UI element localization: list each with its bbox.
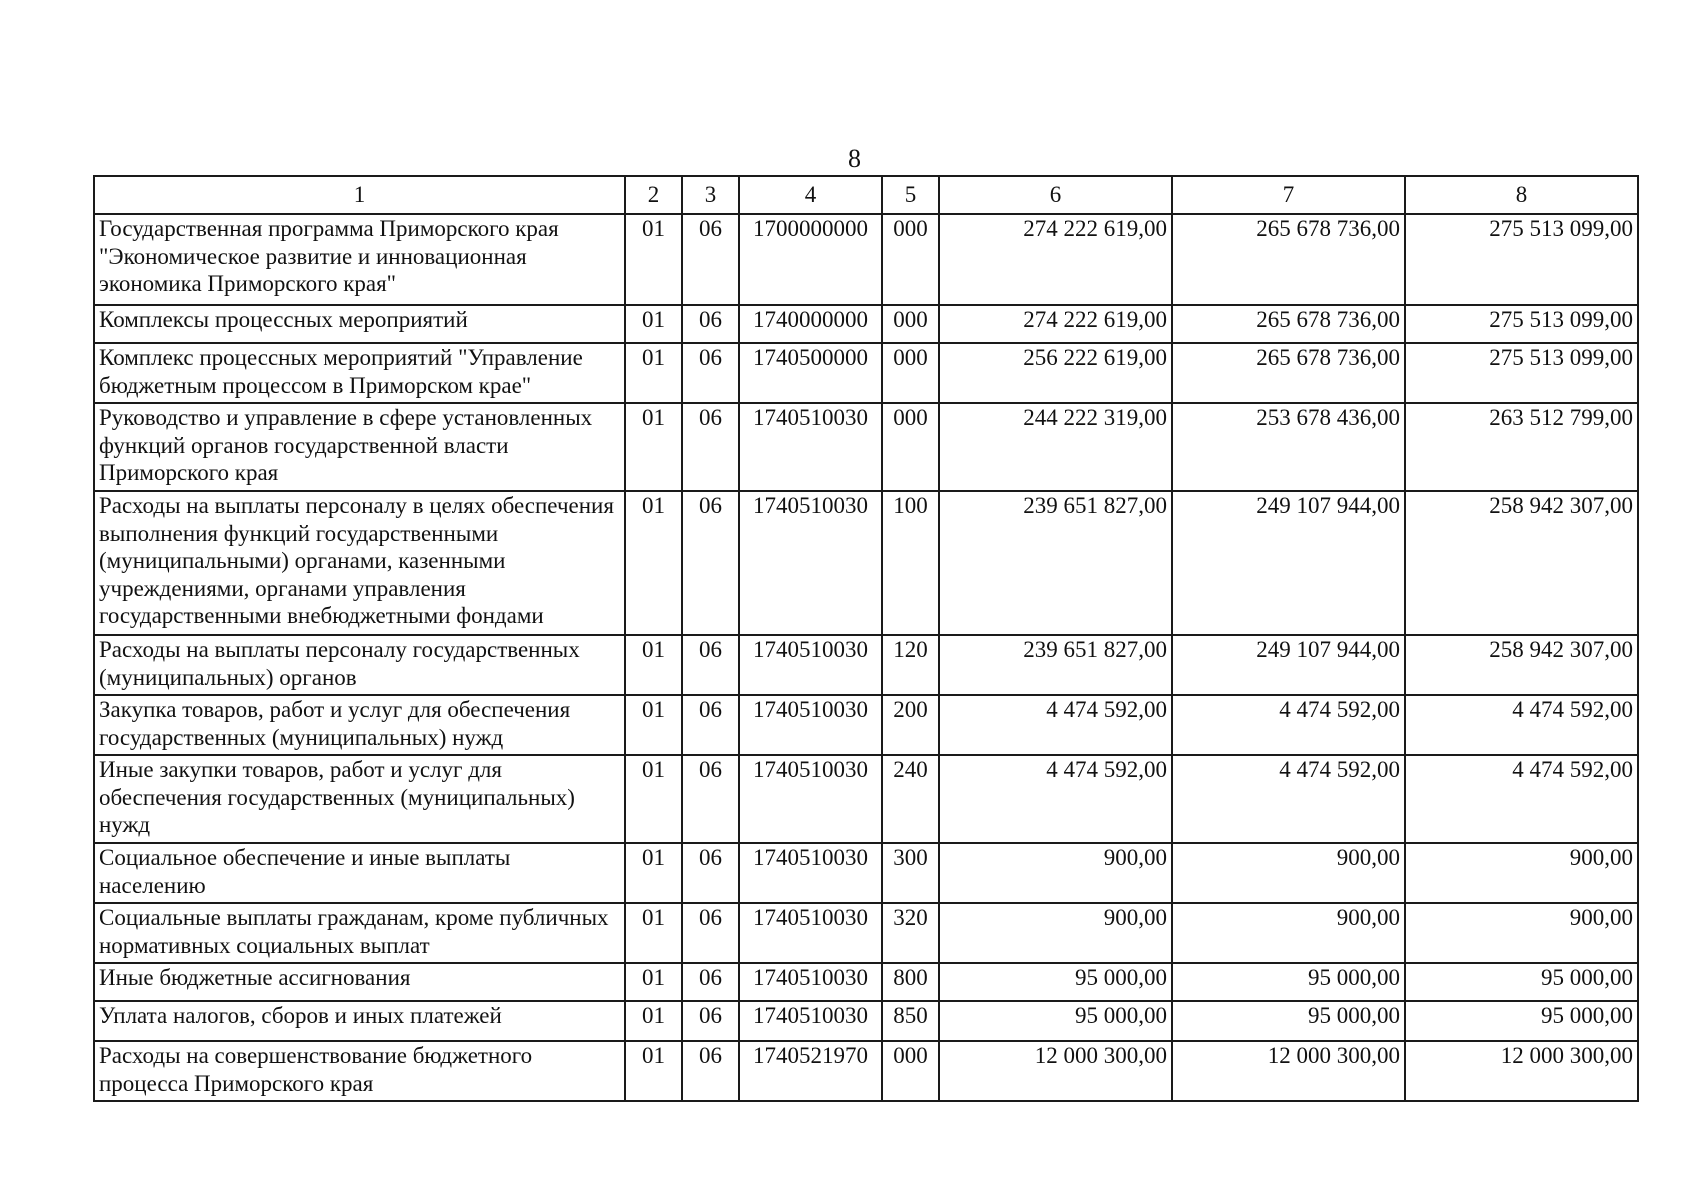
row-amount-7: 4 474 592,00 <box>1172 755 1405 843</box>
row-amount-8: 4 474 592,00 <box>1405 755 1638 843</box>
row-section: 01 <box>625 305 682 343</box>
row-amount-7: 900,00 <box>1172 903 1405 963</box>
row-subsection: 06 <box>682 1001 739 1041</box>
table-row <box>94 903 1638 963</box>
row-expense-type: 800 <box>882 963 939 1001</box>
table-body <box>94 214 1638 1101</box>
row-name: Государственная программа Приморского края "Экономическое развитие и инновационная экономика Приморского края" <box>94 214 625 305</box>
row-subsection: 06 <box>682 1041 739 1101</box>
budget-table <box>93 175 1639 1102</box>
row-amount-7: 900,00 <box>1172 843 1405 903</box>
row-name: Расходы на совершенствование бюджетного процесса Приморского края <box>94 1041 625 1101</box>
row-subsection: 06 <box>682 214 739 305</box>
row-expense-type: 120 <box>882 635 939 695</box>
row-section: 01 <box>625 755 682 843</box>
header-col-6: 6 <box>939 176 1172 214</box>
row-amount-6: 4 474 592,00 <box>939 695 1172 755</box>
table-row <box>94 963 1638 1001</box>
row-amount-6: 256 222 619,00 <box>939 343 1172 403</box>
table-row <box>94 305 1638 343</box>
row-amount-6: 244 222 319,00 <box>939 403 1172 491</box>
header-col-1: 1 <box>94 176 625 214</box>
row-name: Социальные выплаты гражданам, кроме публичных нормативных социальных выплат <box>94 903 625 963</box>
row-expense-type: 000 <box>882 305 939 343</box>
table-row <box>94 1001 1638 1041</box>
row-name: Иные бюджетные ассигнования <box>94 963 625 1001</box>
row-section: 01 <box>625 843 682 903</box>
row-amount-7: 95 000,00 <box>1172 963 1405 1001</box>
row-name: Комплекс процессных мероприятий "Управление бюджетным процессом в Приморском крае" <box>94 343 625 403</box>
row-amount-8: 258 942 307,00 <box>1405 491 1638 635</box>
row-expense-type: 000 <box>882 1041 939 1101</box>
row-section: 01 <box>625 635 682 695</box>
row-expense-type: 000 <box>882 214 939 305</box>
row-subsection: 06 <box>682 343 739 403</box>
header-col-8: 8 <box>1405 176 1638 214</box>
row-amount-7: 249 107 944,00 <box>1172 491 1405 635</box>
row-subsection: 06 <box>682 963 739 1001</box>
row-name: Расходы на выплаты персоналу государственных (муниципальных) органов <box>94 635 625 695</box>
row-subsection: 06 <box>682 305 739 343</box>
row-name: Уплата налогов, сборов и иных платежей <box>94 1001 625 1041</box>
row-amount-6: 4 474 592,00 <box>939 755 1172 843</box>
row-section: 01 <box>625 214 682 305</box>
row-subsection: 06 <box>682 755 739 843</box>
row-amount-8: 4 474 592,00 <box>1405 695 1638 755</box>
row-target-code: 1740510030 <box>739 843 882 903</box>
row-expense-type: 200 <box>882 695 939 755</box>
table-row <box>94 214 1638 305</box>
header-col-4: 4 <box>739 176 882 214</box>
row-name: Комплексы процессных мероприятий <box>94 305 625 343</box>
row-expense-type: 320 <box>882 903 939 963</box>
row-expense-type: 100 <box>882 491 939 635</box>
row-amount-7: 249 107 944,00 <box>1172 635 1405 695</box>
row-amount-6: 95 000,00 <box>939 963 1172 1001</box>
table-row <box>94 843 1638 903</box>
row-amount-6: 239 651 827,00 <box>939 491 1172 635</box>
header-col-3: 3 <box>682 176 739 214</box>
row-target-code: 1700000000 <box>739 214 882 305</box>
row-name: Руководство и управление в сфере установленных функций органов государственной власти Приморского края <box>94 403 625 491</box>
row-target-code: 1740510030 <box>739 403 882 491</box>
row-amount-7: 265 678 736,00 <box>1172 343 1405 403</box>
row-amount-6: 900,00 <box>939 903 1172 963</box>
row-name: Закупка товаров, работ и услуг для обеспечения государственных (муниципальных) нужд <box>94 695 625 755</box>
row-amount-7: 4 474 592,00 <box>1172 695 1405 755</box>
row-amount-8: 275 513 099,00 <box>1405 214 1638 305</box>
row-target-code: 1740510030 <box>739 635 882 695</box>
table-row <box>94 1041 1638 1101</box>
row-section: 01 <box>625 1041 682 1101</box>
row-target-code: 1740510030 <box>739 755 882 843</box>
row-target-code: 1740510030 <box>739 491 882 635</box>
row-target-code: 1740510030 <box>739 903 882 963</box>
page-number <box>0 146 1691 172</box>
row-name: Социальное обеспечение и иные выплаты населению <box>94 843 625 903</box>
table-row <box>94 635 1638 695</box>
row-section: 01 <box>625 695 682 755</box>
table-row <box>94 695 1638 755</box>
row-target-code: 1740510030 <box>739 695 882 755</box>
row-subsection: 06 <box>682 903 739 963</box>
row-expense-type: 240 <box>882 755 939 843</box>
header-row <box>94 176 1638 214</box>
row-target-code: 1740521970 <box>739 1041 882 1101</box>
row-amount-6: 95 000,00 <box>939 1001 1172 1041</box>
row-amount-6: 900,00 <box>939 843 1172 903</box>
row-amount-8: 275 513 099,00 <box>1405 343 1638 403</box>
row-amount-7: 265 678 736,00 <box>1172 214 1405 305</box>
row-amount-8: 275 513 099,00 <box>1405 305 1638 343</box>
row-subsection: 06 <box>682 695 739 755</box>
row-subsection: 06 <box>682 843 739 903</box>
table-row <box>94 491 1638 635</box>
row-amount-7: 265 678 736,00 <box>1172 305 1405 343</box>
row-section: 01 <box>625 1001 682 1041</box>
row-amount-7: 95 000,00 <box>1172 1001 1405 1041</box>
row-section: 01 <box>625 963 682 1001</box>
row-amount-8: 258 942 307,00 <box>1405 635 1638 695</box>
header-col-5: 5 <box>882 176 939 214</box>
row-section: 01 <box>625 491 682 635</box>
table-row <box>94 343 1638 403</box>
row-amount-6: 239 651 827,00 <box>939 635 1172 695</box>
row-amount-6: 12 000 300,00 <box>939 1041 1172 1101</box>
row-subsection: 06 <box>682 635 739 695</box>
row-target-code: 1740510030 <box>739 1001 882 1041</box>
row-target-code: 1740000000 <box>739 305 882 343</box>
row-amount-8: 95 000,00 <box>1405 963 1638 1001</box>
row-expense-type: 000 <box>882 343 939 403</box>
row-amount-8: 95 000,00 <box>1405 1001 1638 1041</box>
header-col-2: 2 <box>625 176 682 214</box>
row-amount-8: 900,00 <box>1405 843 1638 903</box>
row-expense-type: 300 <box>882 843 939 903</box>
row-amount-7: 12 000 300,00 <box>1172 1041 1405 1101</box>
row-expense-type: 850 <box>882 1001 939 1041</box>
page-number-text: 8 <box>848 144 861 173</box>
row-name: Иные закупки товаров, работ и услуг для обеспечения государственных (муниципальных) нужд <box>94 755 625 843</box>
row-amount-8: 900,00 <box>1405 903 1638 963</box>
row-subsection: 06 <box>682 403 739 491</box>
table-header <box>94 176 1638 214</box>
row-amount-8: 263 512 799,00 <box>1405 403 1638 491</box>
row-name: Расходы на выплаты персоналу в целях обеспечения выполнения функций государственными (муниципальными) органами, казенными учреждениями, органами управления государственными внебюджетными фондами <box>94 491 625 635</box>
row-section: 01 <box>625 343 682 403</box>
table-row <box>94 755 1638 843</box>
header-col-7: 7 <box>1172 176 1405 214</box>
row-expense-type: 000 <box>882 403 939 491</box>
row-amount-8: 12 000 300,00 <box>1405 1041 1638 1101</box>
row-target-code: 1740510030 <box>739 963 882 1001</box>
row-amount-6: 274 222 619,00 <box>939 305 1172 343</box>
row-amount-6: 274 222 619,00 <box>939 214 1172 305</box>
row-subsection: 06 <box>682 491 739 635</box>
row-target-code: 1740500000 <box>739 343 882 403</box>
row-amount-7: 253 678 436,00 <box>1172 403 1405 491</box>
table-row <box>94 403 1638 491</box>
row-section: 01 <box>625 403 682 491</box>
row-section: 01 <box>625 903 682 963</box>
